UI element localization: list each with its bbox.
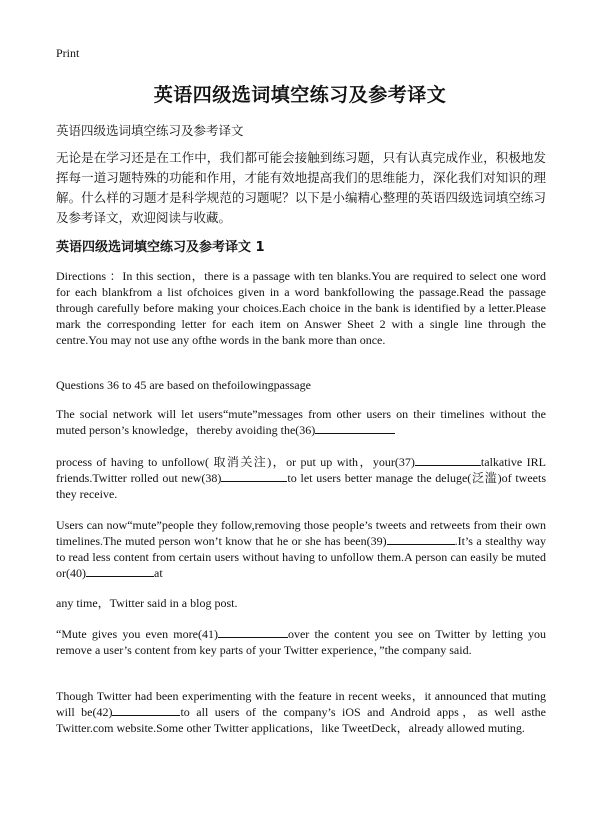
passage-text: to all users of the company’s iOS and Android apps，as well asthe Twitter.com website.Some other Twitter applications，like TweetDeck，already allowed muting. [56, 705, 546, 735]
passage-text: over the content you see on Twitter by letting you remove a user’s content from key parts of your Twitter experience，”the company said. [56, 627, 546, 657]
passage-text: talkative IRL friends.Twitter rolled out new(38) [56, 455, 546, 485]
passage-paragraph-2 [56, 454, 546, 502]
passage-paragraph-6 [56, 688, 546, 736]
passage-text: Though Twitter had been experimenting with the feature in recent weeks，it announced that muting will be(42) [56, 689, 546, 719]
blank-40 [86, 565, 154, 577]
section-heading: 英语四级选词填空练习及参考译文 1 [56, 240, 265, 255]
blank-38 [221, 470, 287, 482]
blank-37 [415, 454, 481, 466]
passage-paragraph-5 [56, 626, 546, 658]
passage-text: to let users better manage the deluge(泛滥)of tweets they receive. [56, 471, 546, 501]
questions-line: Questions 36 to 45 are based on thefoilowingpassage [56, 378, 311, 392]
passage-text: Users can now“mute”people they follow,removing those people’s tweets and retweets from their own timelines.The muted person won’t know that he or she has been(39) [56, 518, 546, 548]
print-label[interactable]: Print [56, 46, 80, 60]
directions-paragraph: Directions ：In this section，there is a passage with ten blanks.You are required to select one word for each blankfrom a list ofchoices given in a word bankfollowing the passage.Read the passage through carefully before making your choices.Each choice in the bank is identified by a letter.Please mark the corresponding letter for each item on Answer Sheet 2 with a single line through the centre.You may not use any ofthe words in the bank more than once. [56, 269, 546, 347]
blank-39 [387, 533, 455, 545]
blank-36 [315, 422, 395, 434]
passage-paragraph-3 [56, 517, 546, 581]
subtitle: 英语四级选词填空练习及参考译文 [56, 123, 244, 138]
passage-paragraph-1 [56, 406, 546, 438]
passage-text: .It’s a stealthy way to read less content from certain users without having to unfollow them.A person can easily be muted or(40) [56, 534, 546, 580]
passage-text: The social network will let users“mute”messages from other users on their timelines without the muted person’s knowledge，thereby avoiding the(36) [56, 407, 546, 437]
passage-text: at [154, 566, 163, 580]
passage-paragraph-4: any time，Twitter said in a blog post. [56, 596, 238, 610]
blank-41 [218, 626, 288, 638]
page-title: 英语四级选词填空练习及参考译文 [153, 84, 447, 106]
passage-text: “Mute gives you even more(41) [56, 627, 218, 641]
blank-42 [112, 704, 180, 716]
intro-paragraph: 无论是在学习还是在工作中，我们都可能会接触到练习题，只有认真完成作业，积极地发挥每一道习题特殊的功能和作用，才能有效地提高我们的思维能力，深化我们对知识的理解。什么样的习题才是科学规范的习题呢？以下是小编精心整理的英语四级选词填空练习及参考译文，欢迎阅读与收藏。 [56, 150, 546, 225]
passage-text: process of having to unfollow( 取消关注)，or put up with，your(37) [56, 455, 415, 469]
